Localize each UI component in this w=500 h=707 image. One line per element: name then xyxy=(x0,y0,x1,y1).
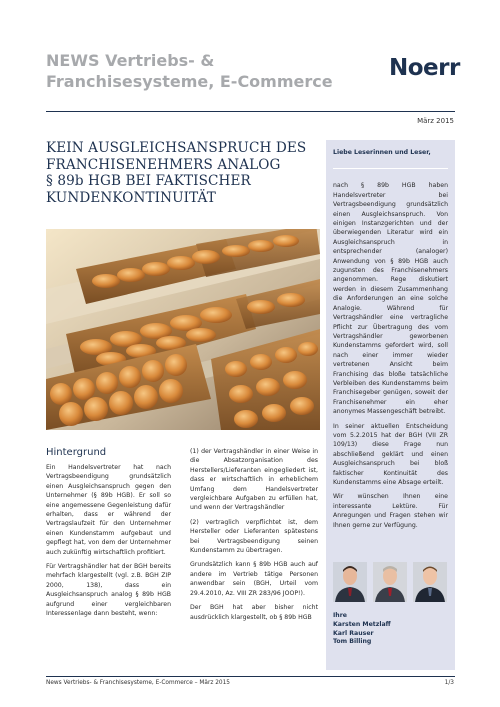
editorial-sidebar xyxy=(326,140,455,670)
signoff-line: Tom Billing xyxy=(333,638,372,646)
editorial-signoff xyxy=(333,612,391,647)
issue-date: März 2015 xyxy=(417,117,454,125)
newsletter-title-line2: Franchisesysteme, E-Commerce xyxy=(46,72,333,91)
paragraph: (1) der Vertragshändler in einer Weise in die Absatzorganisation des Herstellers/Lieferanten eingegliedert ist, dass er wirtschaftlich in erheblichem Umfang dem Handelsvertreter vergleichbare Aufgaben zu erfüllen hat, und wenn der Vertragshändler xyxy=(190,448,318,512)
paragraph: nach § 89b HGB haben Handelsvertreter bei Vertragsbeendigung grundsätzlich einen Ausgleichsanspruch. Von einigen Instanzgerichten und der überwiegenden Literatur wird ein Ausgleichsanspruch in entsprechender (analoger) Anwendung von § 89b HGB auch zugunsten des Franchisenehmers angenommen. Rege diskutiert werden in diesem Zusammenhang die Anforderungen an eine solche Analogie. Während für Vertragshändler eine vertragliche Pflicht zur Übertragung des vom Vertragshändler geworbenen Kundenstamms gefordert wird, soll nach einer immer wieder vertretenen Ansicht beim Franchising das bloße tatsächliche Verbleiben des Kundenstamms beim Franchisegeber genügen, soweit der Franchisenehmer ein eher anonymes Massengeschäft betreibt. xyxy=(333,182,448,416)
page-number: 1/3 xyxy=(444,680,454,686)
headline-line: KEIN AUSGLEICHSANSPRUCH DES xyxy=(46,140,307,156)
headline-line: KUNDENKONTINUITÄT xyxy=(46,189,216,206)
article-column-left xyxy=(46,463,171,624)
article-column-right xyxy=(190,447,318,627)
newsletter-title xyxy=(46,50,346,92)
editorial-divider xyxy=(333,168,448,169)
paragraph: Wir wünschen Ihnen eine interessante Lektüre. Für Anregungen und Fragen stehen wir Ihnen gerne zur Verfügung. xyxy=(333,493,448,529)
editorial-text xyxy=(333,148,448,535)
bakery-shelf-photo xyxy=(46,229,320,430)
paragraph: (2) vertraglich verpflichtet ist, dem Hersteller oder Lieferanten spätestens bei Vertragsbeendigung seinen Kundenstamm zu übertragen. xyxy=(190,518,318,555)
headline-line: § 89b HGB BEI FAKTISCHER xyxy=(46,173,251,190)
footer-title: News Vertriebs- & Franchisesysteme, E-Commerce – März 2015 xyxy=(46,680,230,686)
header-rule xyxy=(46,111,455,112)
newsletter-title-line1: NEWS Vertriebs- & xyxy=(46,51,215,70)
paragraph: Der BGH hat aber bisher nicht ausdrücklich klargestellt, ob § 89b HGB xyxy=(190,604,318,621)
paragraph: Für Vertragshändler hat der BGH bereits mehrfach klargestellt (vgl. z.B. BGH ZIP 2000, 138), dass ein Ausgleichsanspruch analog § 89b HGB aufgrund einer vergleichbaren Interessenlage dann besteht, wenn: xyxy=(46,563,171,618)
signoff-line: Ihre xyxy=(333,612,347,619)
noerr-logo: Noerr xyxy=(389,55,460,81)
author-portrait-photo xyxy=(373,562,407,602)
paragraph: Grundsätzlich kann § 89b HGB auch auf andere im Vertrieb tätige Personen anwendbar sein (BGH, Urteil vom 29.4.2010, Az. VIII ZR 283/96 JOOP!). xyxy=(190,561,318,597)
signoff-line: Karsten Metzlaff xyxy=(333,620,391,628)
paragraph: Ein Handelsvertreter hat nach Vertragsbeendigung grundsätzlich einen Ausgleichsanspruch gegen den Unternehmer (§ 89b HGB). Er soll so eine angemessene Gegenleistung dafür erhalten, dass er während der Vertragslaufzeit für den Unternehmer einen Kundenstamm aufgebaut und gepflegt hat, von dem der Unternehmer auch zukünftig wirtschaftlich profitiert. xyxy=(46,464,171,556)
author-portraits xyxy=(333,562,448,602)
headline-line: FRANCHISENEHMERS ANALOG xyxy=(46,156,281,173)
author-portrait-photo xyxy=(333,562,367,602)
author-portrait-photo xyxy=(413,562,447,602)
article-headline xyxy=(46,140,318,206)
editorial-greeting: Liebe Leserinnen und Leser, xyxy=(333,149,431,156)
section-heading: Hintergrund xyxy=(46,447,107,458)
signoff-line: Karl Rauser xyxy=(333,629,374,637)
footer-rule xyxy=(46,676,455,677)
paragraph: In seiner aktuellen Entscheidung vom 5.2.2015 hat der BGH (VII ZR 109/13) diese Frage nun abschließend geklärt und einen Ausgleichsanspruch bei bloß faktischer Kontinuität des Kundenstamms eine Absage erteilt. xyxy=(333,422,448,486)
